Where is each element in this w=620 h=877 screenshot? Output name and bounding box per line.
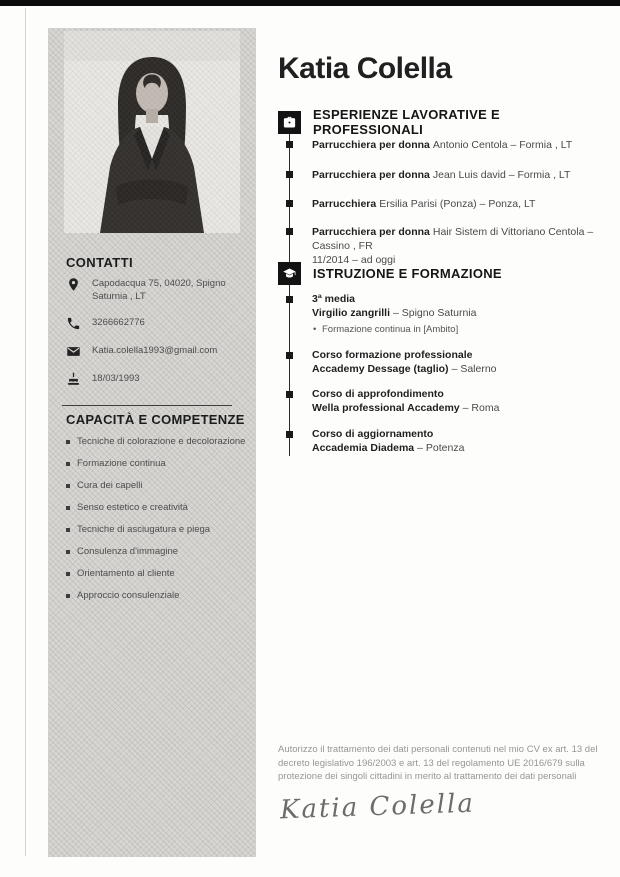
- briefcase-icon: [278, 111, 301, 134]
- phone-icon: [66, 316, 81, 331]
- contacts-section-title: CONTATTI: [66, 255, 133, 270]
- experience-section-header: [278, 107, 608, 137]
- education-location: – Potenza: [417, 442, 465, 454]
- timeline-bullet-icon: [286, 228, 293, 235]
- timeline-bullet-icon: [286, 171, 293, 178]
- experience-detail: Antonio Centola – Formia , LT: [432, 139, 573, 151]
- education-note: • Formazione continua in [Ambito]: [312, 323, 608, 337]
- experience-role: Parrucchiera per donna: [312, 226, 430, 238]
- education-location: – Roma: [462, 402, 500, 414]
- experience-section-title: ESPERIENZE LAVORATIVE E PROFESSIONALI: [313, 107, 501, 137]
- education-degree: 3ª media: [312, 293, 355, 305]
- skill-item: Orientamento al cliente: [66, 568, 246, 580]
- education-entry: [312, 292, 608, 337]
- contact-birthdate-text: 18/03/1993: [92, 373, 140, 384]
- skills-list: [66, 436, 246, 612]
- contact-email-text: Katia.colella1993@gmail.com: [92, 345, 218, 356]
- skill-item: Tecniche di colorazione e decolorazione: [66, 436, 246, 448]
- education-section-header: [278, 262, 502, 285]
- education-school: Accademy Dessage (taglio): [312, 363, 449, 375]
- skill-item: Senso estetico e creatività: [66, 502, 246, 514]
- photo-scan-texture: [64, 31, 240, 233]
- experience-period: 11/2014 – ad oggi: [312, 254, 396, 266]
- timeline-bullet-icon: [286, 296, 293, 303]
- handwritten-signature: Katia Colella: [279, 788, 476, 826]
- education-degree: Corso formazione professionale: [312, 349, 473, 361]
- skill-item: Approccio consulenziale: [66, 590, 246, 602]
- education-entry: [312, 427, 608, 455]
- education-section-title: ISTRUZIONE E FORMAZIONE: [313, 266, 502, 281]
- skill-item: Consulenza d'immagine: [66, 546, 246, 558]
- skills-divider: [62, 405, 232, 406]
- experience-entry: [312, 225, 608, 267]
- contact-email: [66, 344, 244, 359]
- skill-item: Tecniche di asciugatura e piega: [66, 524, 246, 536]
- experience-detail: Ersilia Parisi (Ponza) – Ponza, LT: [379, 198, 536, 210]
- scan-fold-line: [25, 8, 26, 856]
- experience-entry: [312, 138, 608, 152]
- contact-phone-text: 3266662776: [92, 317, 145, 328]
- experience-role: Parrucchiera per donna: [312, 139, 430, 151]
- timeline-bullet-icon: [286, 431, 293, 438]
- timeline-bullet-icon: [286, 391, 293, 398]
- contacts-list: [66, 277, 244, 400]
- experience-detail: Jean Luis david – Formia , LT: [432, 169, 571, 181]
- graduation-cap-icon: [278, 262, 301, 285]
- contact-address-text: Capodacqua 75, 04020, Spigno Saturnia , LT: [92, 278, 226, 302]
- main-column: [278, 0, 608, 877]
- timeline-bullet-icon: [286, 141, 293, 148]
- experience-role: Parrucchiera: [312, 198, 377, 210]
- skill-item: Formazione continua: [66, 458, 246, 470]
- skill-item: Cura dei capelli: [66, 480, 246, 492]
- birthday-cake-icon: [66, 372, 81, 387]
- education-school: Wella professional Accademy: [312, 402, 460, 414]
- email-icon: [66, 344, 81, 359]
- profile-photo: [64, 31, 240, 233]
- experience-role: Parrucchiera per donna: [312, 169, 430, 181]
- education-entry: [312, 387, 608, 415]
- education-school: Accademia Diadema: [312, 442, 415, 454]
- sidebar: [48, 28, 256, 857]
- skills-section-title: CAPACITÀ E COMPETENZE: [66, 412, 245, 427]
- education-degree: Corso di approfondimento: [312, 388, 444, 400]
- location-pin-icon: [66, 277, 81, 292]
- experience-detail: Hair Sistem di Vittoriano Centola – Cassino , FR: [312, 226, 594, 252]
- education-location: – Spigno Saturnia: [393, 307, 477, 319]
- education-entry: [312, 348, 608, 376]
- page-title-name: Katia Colella: [278, 52, 452, 85]
- contact-birthdate: [66, 372, 244, 387]
- experience-entry: [312, 168, 608, 182]
- privacy-disclaimer: Autorizzo il trattamento dei dati personali contenuti nel mio CV ex art. 13 del decreto legislativo 196/2003 e art. 13 del regolamento UE 2016/679 sulla protezione dei singoli cittadini in merito al trattamento dei dati personali: [278, 744, 598, 782]
- contact-phone: [66, 316, 244, 331]
- education-school: Virgilio zangrilli: [312, 307, 390, 319]
- timeline-bullet-icon: [286, 352, 293, 359]
- timeline-bullet-icon: [286, 200, 293, 207]
- education-location: – Salerno: [451, 363, 497, 375]
- timeline-line: [289, 131, 291, 456]
- contact-address: [66, 277, 244, 303]
- education-degree: Corso di aggiornamento: [312, 428, 434, 440]
- experience-entry: [312, 197, 608, 211]
